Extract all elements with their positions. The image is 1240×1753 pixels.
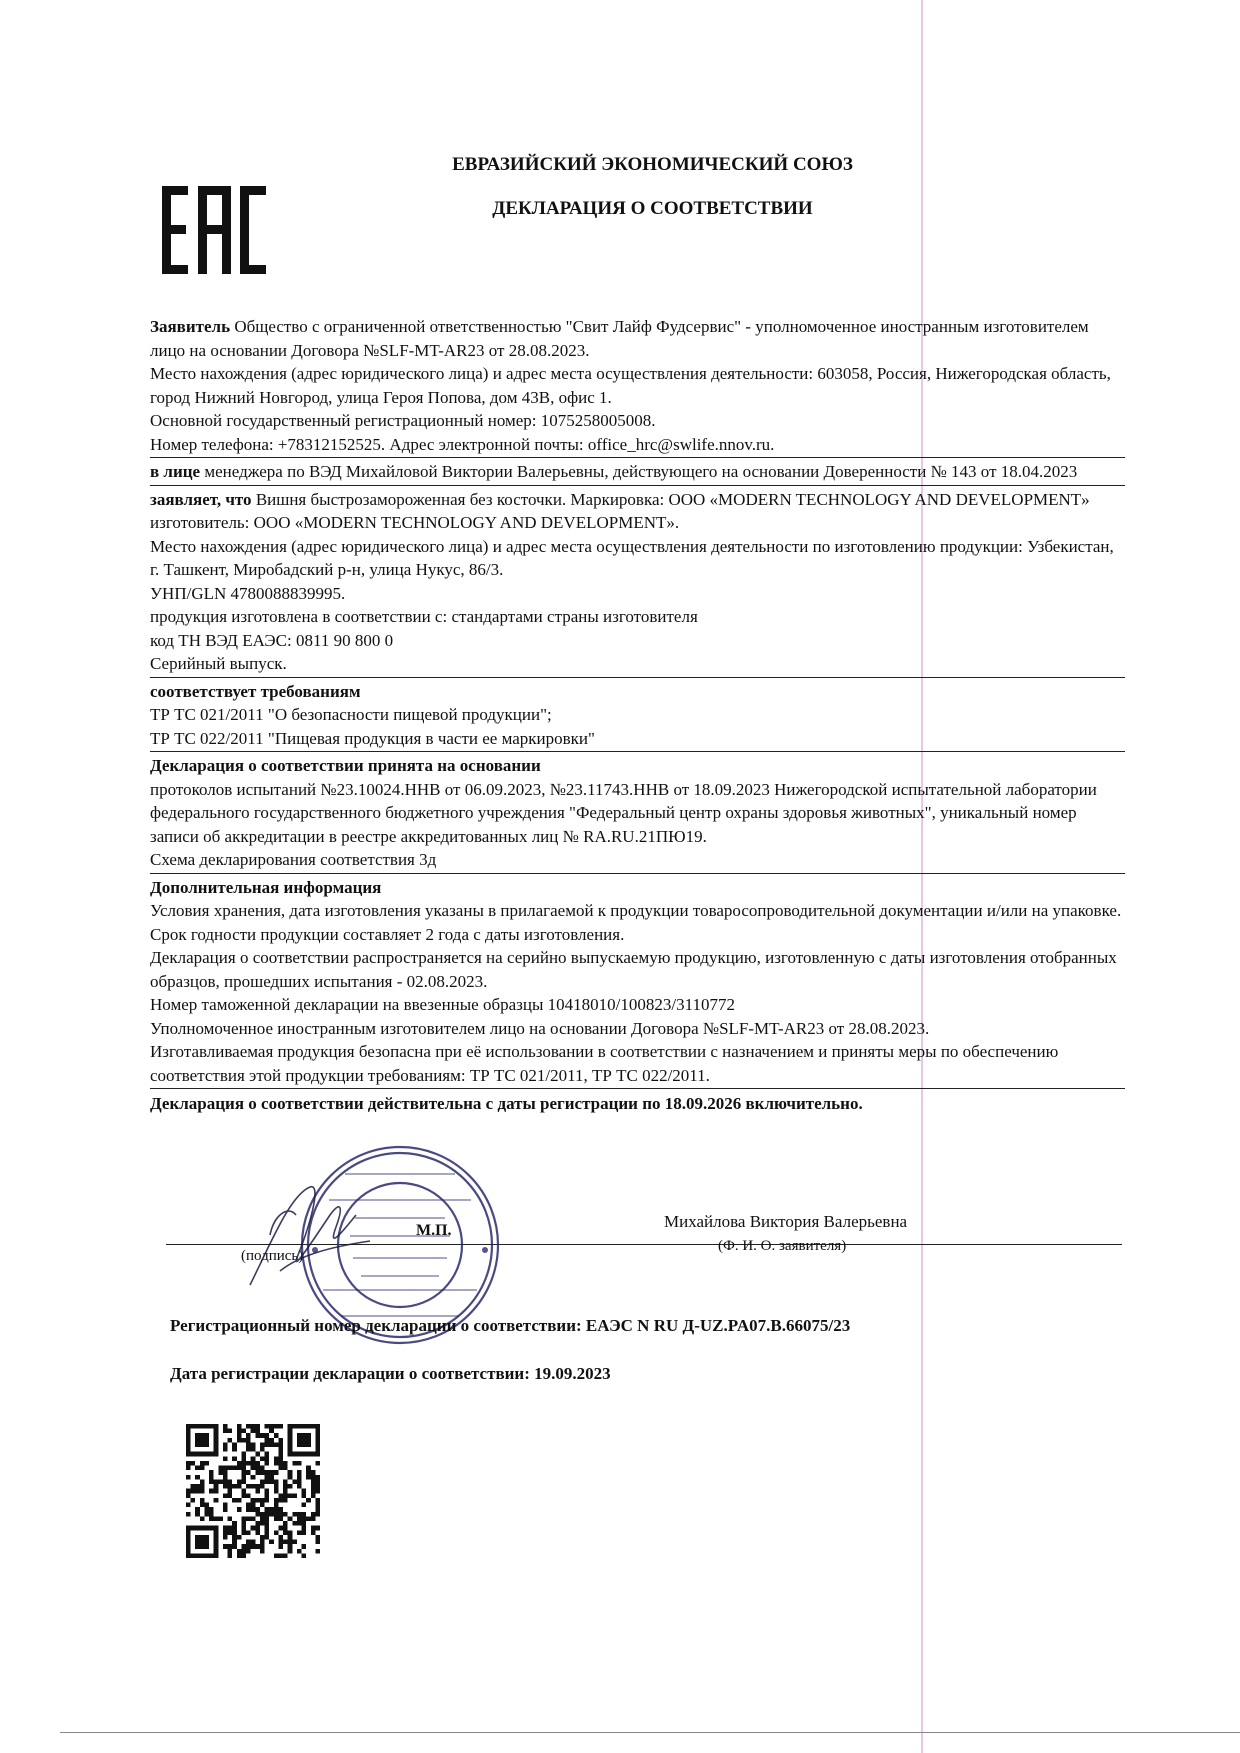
declaration-title: ДЕКЛАРАЦИЯ О СООТВЕТСТВИИ (492, 198, 813, 219)
registration-date: Дата регистрации декларации о соответствии: 19.09.2023 (170, 1364, 611, 1383)
applicant-address: Место нахождения (адрес юридического лица) и адрес места осуществления деятельности: 603058, Россия, Нижегородская область, город Нижний Новгород, улица Героя Попова, дом 43В, офис 1. (150, 364, 1111, 407)
applicant-contacts: Номер телефона: +78312152525. Адрес электронной почты: office_hrc@swlife.nnov.ru. (150, 434, 775, 454)
gln: УНП/GLN 4780088839995. (150, 583, 346, 603)
hs-code: код ТН ВЭД ЕАЭС: 0811 90 800 0 (150, 630, 394, 650)
eac-logo (160, 180, 270, 280)
declares-section (150, 488, 1125, 678)
applicant-name-caption: (Ф. И. О. заявителя) (718, 1238, 847, 1254)
representative-text: менеджера по ВЭД Михайловой Виктории Валерьевны, действующего на основании Доверенности № 143 от 18.04.2023 (200, 462, 1078, 481)
safety-statement: Изготавливаемая продукция безопасна при её использовании в соответствии с назначением и приняты меры по обеспечению соответствия этой продукции требованиям: ТР ТС 021/2011, ТР ТС 022/2011. (150, 1042, 1059, 1085)
declares-label: заявляет, что (150, 489, 252, 509)
additional-label: Дополнительная информация (150, 877, 382, 897)
customs-declaration: Номер таможенной декларации на ввезенные образцы 10418010/100823/3110772 (150, 995, 735, 1014)
manufacturer: изготовитель: ООО «MODERN TECHNOLOGY AND DEVELOPMENT». (150, 513, 680, 532)
signature-caption: (подпись) (241, 1248, 304, 1264)
requirement-item: ТР ТС 021/2011 "О безопасности пищевой продукции"; (150, 705, 552, 724)
authorized-person: Уполномоченное иностранным изготовителем лицо на основании Договора №SLF-MT-AR23 от 28.08.2023. (150, 1018, 930, 1038)
applicant-name: Михайлова Виктория Валерьевна (664, 1212, 908, 1231)
footer-rule (60, 1732, 1240, 1733)
basis-section (150, 754, 1125, 874)
storage-conditions: Условия хранения, дата изготовления указаны в прилагаемой к продукции товаросопроводительной документации и/или на упаковке. Срок годности продукции составляет 2 года с даты изготовления. (150, 901, 1122, 944)
applicant-text: Общество с ограниченной ответственностью "Свит Лайф Фудсервис" - уполномоченное иностранным изготовителем лицо на основании Договора №SLF-MT-AR23 от 28.08.2023. (150, 317, 1089, 360)
requirements-section (150, 680, 1125, 753)
document-header (350, 143, 955, 231)
qr-code (186, 1424, 320, 1558)
declaration-body (150, 315, 1125, 1133)
applicant-section (150, 315, 1125, 458)
test-protocols: протоколов испытаний №23.10024.ННВ от 06.09.2023, №23.11743.ННВ от 18.09.2023 Нижегородской испытательной лаборатории федерального государственного бюджетного учреждения "Федеральный центр охраны здоровья животных", уникальный номер записи об аккредитации в реестре аккредитованных лиц № RA.RU.21ПЮ19. (150, 779, 1097, 846)
requirements-label: соответствует требованиям (150, 681, 361, 701)
applicant-ogrn: Основной государственный регистрационный номер: 1075258005008. (150, 411, 656, 430)
applicant-label: Заявитель (150, 317, 231, 336)
registration-number: Регистрационный номер декларации о соответствии: ЕАЭС N RU Д-UZ.PA07.B.66075/23 (170, 1316, 851, 1335)
serial-production: Серийный выпуск. (150, 654, 287, 673)
union-title: ЕВРАЗИЙСКИЙ ЭКОНОМИЧЕСКИЙ СОЮЗ (452, 154, 853, 175)
representative-label: в лице (150, 462, 201, 481)
declaration-scheme: Схема декларирования соответствия 3д (150, 850, 437, 869)
requirement-item: ТР ТС 022/2011 "Пищевая продукция в части ее маркировки" (150, 728, 595, 748)
representative-section (150, 460, 1125, 486)
stamp-place-label: М.П. (416, 1222, 452, 1239)
basis-label: Декларация о соответствии принята на основании (150, 756, 541, 775)
serial-scope: Декларация о соответствии распространяется на серийно выпускаемую продукцию, изготовленную с даты изготовления отобранных образцов, прошедших испытания - 02.08.2023. (150, 948, 1117, 991)
manufacturer-address: Место нахождения (адрес юридического лица) и адрес места осуществления деятельности по изготовлению продукции: Узбекистан, г. Ташкент, Миробадский р-н, улица Нукус, 86/3. (150, 536, 1114, 579)
standards: продукция изготовлена в соответствии с: стандартами страны изготовителя (150, 607, 698, 626)
validity-statement: Декларация о соответствии действительна с даты регистрации по 18.09.2026 включительно. (150, 1094, 863, 1113)
additional-section (150, 876, 1125, 1090)
product-text: Вишня быстрозамороженная без косточки. Маркировка: ООО «MODERN TECHNOLOGY AND DEVELOPMENT» (251, 489, 1090, 509)
signature-scribble (240, 1175, 380, 1295)
